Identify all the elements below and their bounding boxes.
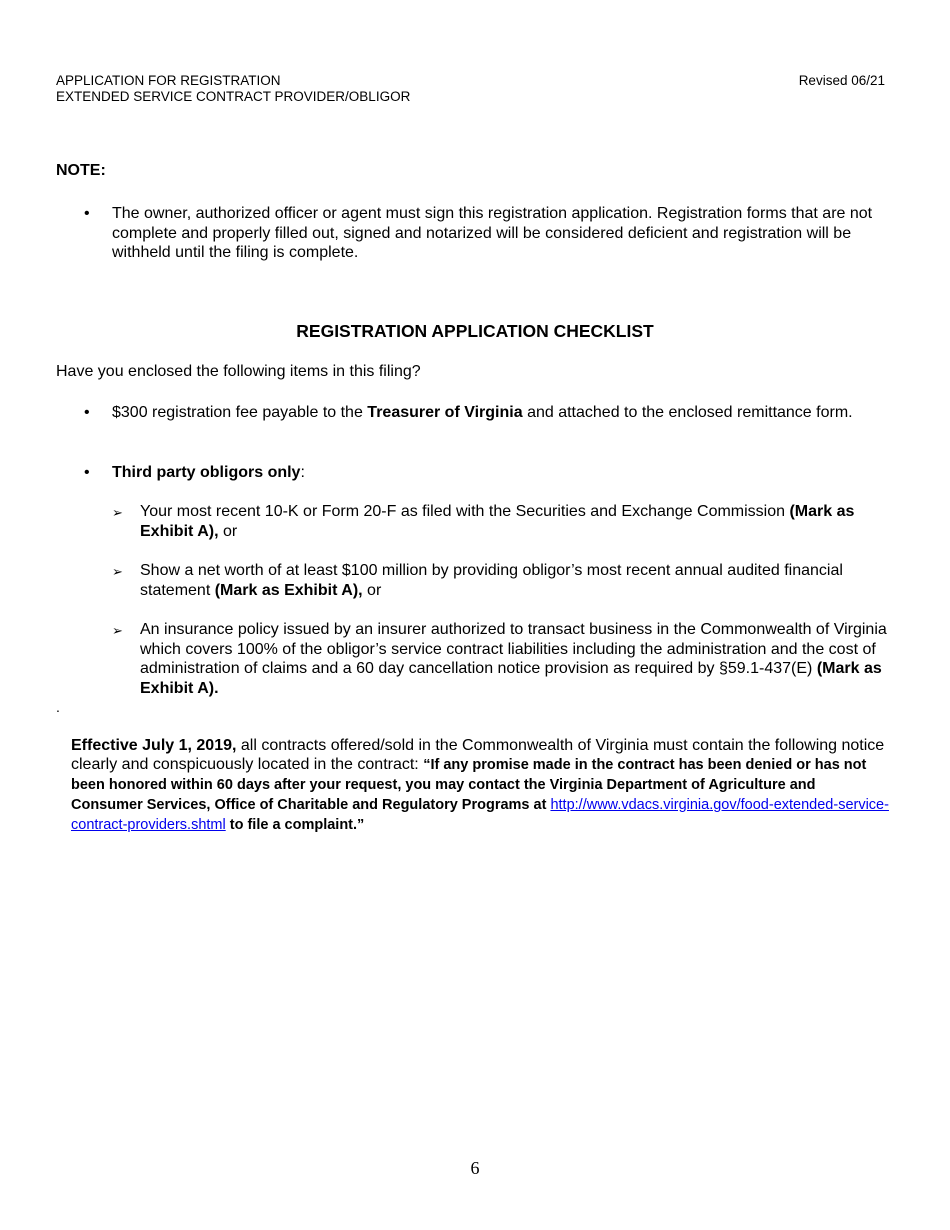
checklist-title: REGISTRATION APPLICATION CHECKLIST [296,321,654,341]
complaint-quote-end: to file a complaint.” [225,817,365,833]
third-party-text: Third party obligors only: [112,464,305,481]
header-title [56,73,410,105]
arrow-icon: ➢ [112,505,123,520]
effective-body: all contracts offered/sold in the Commonwealth of Virginia must contain the following notice clearly and conspicuously located in the contract: [71,737,885,773]
fee-text: $300 registration fee payable to the Treasurer of Virginia and attached to the enclosed remittance form. [112,404,853,421]
complaint-quote: “If any promise made in the contract has been denied or has not been honored within 60 days after your request, you may contact the Virginia Department of Agriculture and Consumer Services, Office of Charitable and Regulatory Programs at [71,757,867,813]
sub-item-2 [112,561,896,600]
sub-item-text: An insurance policy issued by an insurer authorized to transact business in the Commonwealth of Virginia which covers 100% of the obligor’s service contract liabilities including the administration and the cost of administration of claims and a 60 day cancellation notice provision as required by §59.1-437(E) (Mark as Exhibit A). [140,621,887,697]
sub-item-text: Your most recent 10-K or Form 20-F as filed with the Securities and Exchange Commission (Mark as Exhibit A), or [140,503,855,540]
arrow-icon: ➢ [112,564,123,579]
note-bullet [84,204,896,263]
bullet-icon: • [84,404,90,421]
stray-dot: . [56,699,60,715]
bullet-icon: • [84,464,90,481]
page-number: 6 [470,1158,480,1178]
sub-item-text: Show a net worth of at least $100 million by providing obligor’s most recent annual audited financial statement (Mark as Exhibit A), or [140,562,843,599]
arrow-icon: ➢ [112,623,123,638]
note-label: NOTE: [56,162,106,179]
effective-notice [71,736,891,835]
fee-bullet [84,403,896,423]
revised-date: Revised 06/21 [798,73,885,88]
note-text: The owner, authorized officer or agent must sign this registration application. Registration forms that are not complete and properly filled out, signed and notarized will be considered deficient and registration will be withheld until the filing is complete. [112,205,873,262]
effective-date: Effective July 1, 2019, [71,737,237,754]
sub-item-3 [112,620,896,698]
sub-item-1 [112,502,896,541]
vdacs-link[interactable]: http://www.vdacs.virginia.gov/food-extended-service-contract-providers.shtml [71,797,889,833]
third-party-bullet [84,463,896,483]
checklist-question: Have you enclosed the following items in this filing? [56,363,421,380]
bullet-icon: • [84,205,90,222]
header-line-2: EXTENDED SERVICE CONTRACT PROVIDER/OBLIGOR [56,89,411,104]
header-line-1: APPLICATION FOR REGISTRATION [56,73,281,88]
